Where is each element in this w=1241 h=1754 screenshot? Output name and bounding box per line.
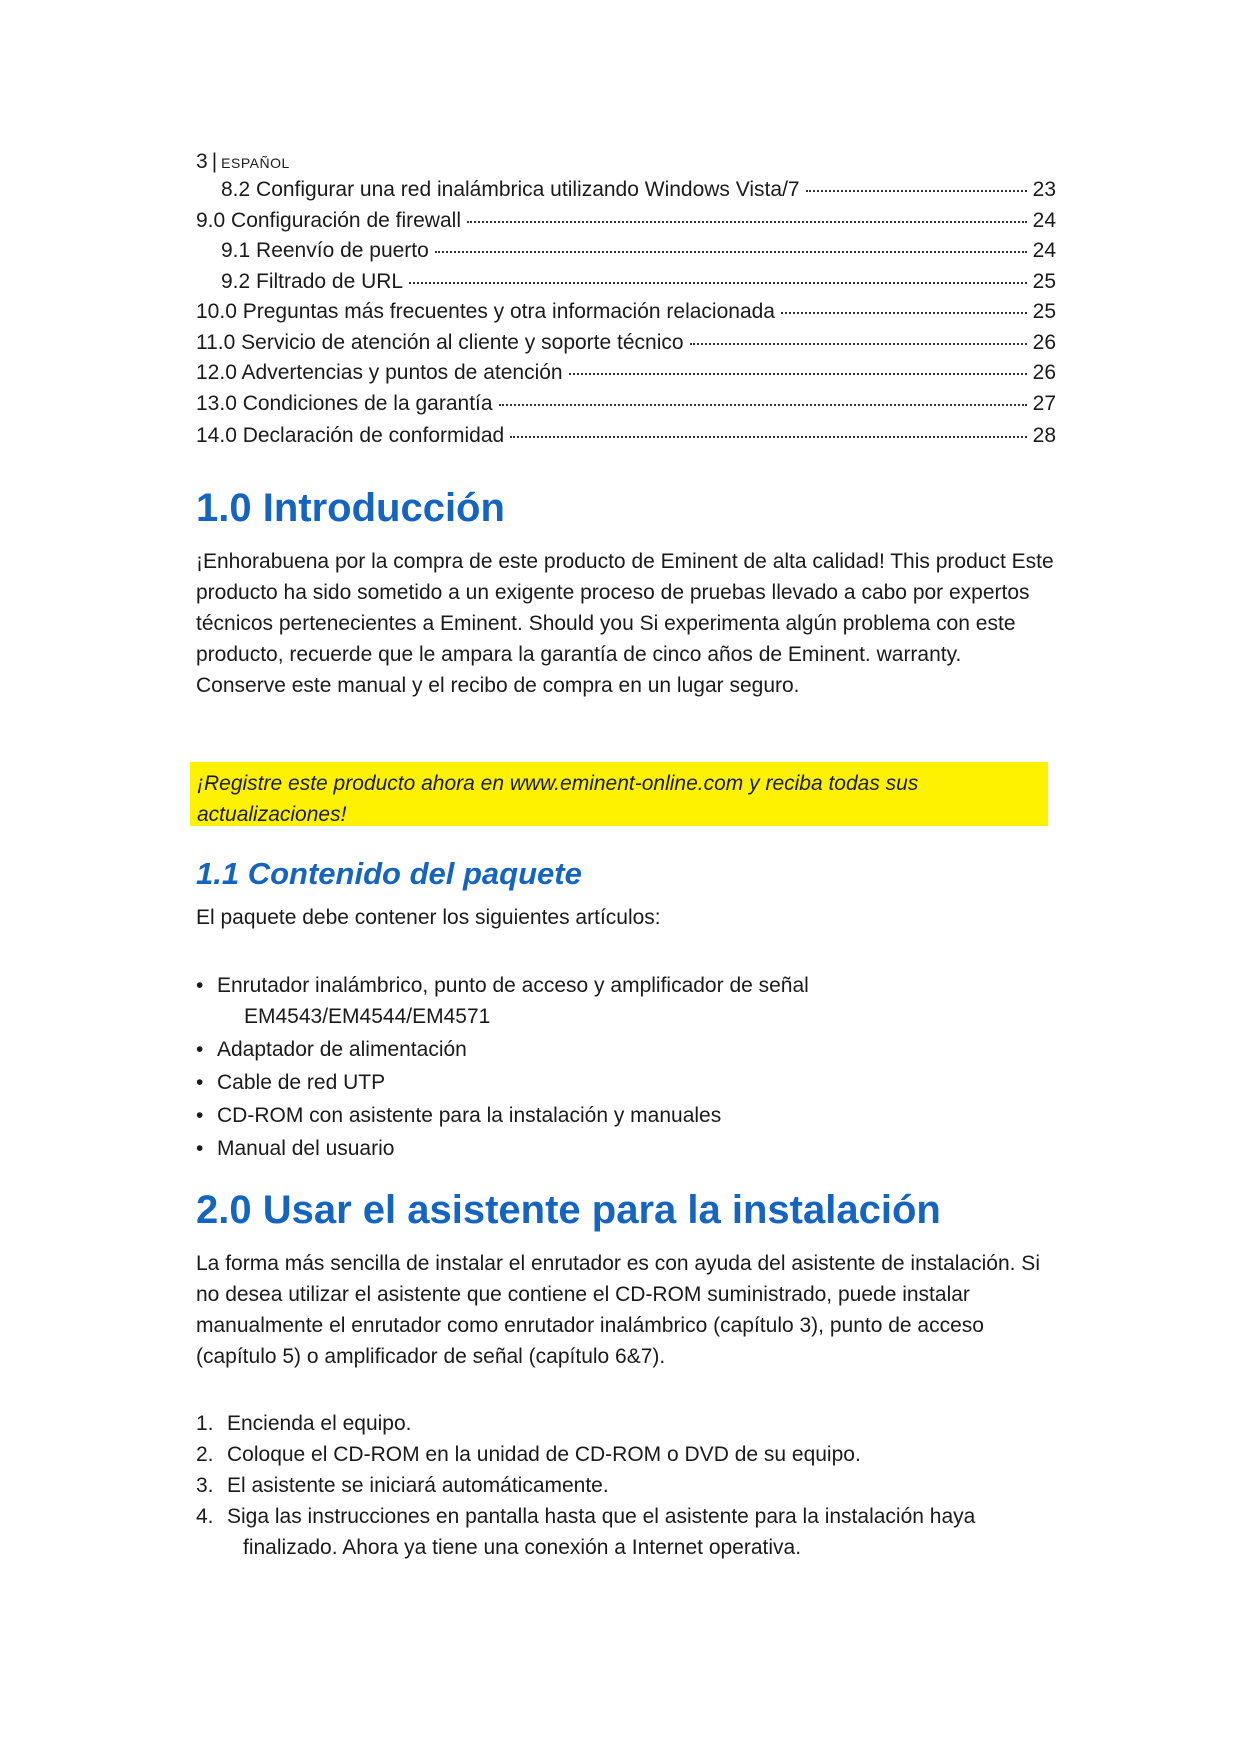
list-item-text: Cable de red UTP bbox=[217, 1071, 386, 1094]
step-text: El asistente se iniciará automáticamente. bbox=[227, 1474, 609, 1497]
step-number: 2. bbox=[196, 1443, 214, 1466]
wizard-paragraph: La forma más sencilla de instalar el enrutador es con ayuda del asistente de instalación. Si no desea utilizar el asistente que contiene el CD-ROM suministrado, puede instalar manualmente el enrutador como enrutador inalámbrico (capítulo 3), punto de acceso (capítulo 5) o amplificador de señal (capítulo 6&7). bbox=[196, 1252, 1040, 1368]
list-item bbox=[196, 1034, 1056, 1065]
toc-title: 9.1 Reenvío de puerto bbox=[221, 239, 429, 262]
toc-title: 14.0 Declaración de conformidad bbox=[196, 424, 505, 447]
toc-page: 25 bbox=[1032, 300, 1056, 323]
list-item-continuation: EM4543/EM4544/EM4571 bbox=[244, 1005, 491, 1028]
toc-title: 11.0 Servicio de atención al cliente y soporte técnico bbox=[196, 330, 684, 354]
step-number: 4. bbox=[196, 1505, 214, 1528]
wizard-heading: 2.0 Usar el asistente para la instalación bbox=[196, 1188, 941, 1232]
toc-entry bbox=[196, 270, 1056, 301]
list-item bbox=[196, 1133, 1056, 1164]
step-continuation: finalizado. Ahora ya tiene una conexión a Internet operativa. bbox=[243, 1536, 802, 1559]
intro-paragraph: ¡Enhorabuena por la compra de este producto de Eminent de alta calidad! This product Este producto ha sido sometido a un exigente proceso de pruebas llevado a cabo por expertos técnicos pertenecientes a Eminent. Should you Si experimenta algún problema con este producto, recuerde que le ampara la garantía de cinco años de Eminent. warranty. Conserve este manual y el recibo de compra en un lugar seguro. bbox=[196, 550, 1054, 697]
list-item bbox=[196, 1100, 1056, 1131]
step-item bbox=[196, 1501, 1056, 1563]
wizard-steps bbox=[196, 1408, 1056, 1563]
toc-leader bbox=[690, 342, 1027, 345]
toc-entry bbox=[196, 239, 1056, 270]
toc-entry bbox=[196, 392, 1056, 423]
list-item bbox=[196, 970, 1056, 1032]
table-of-contents bbox=[196, 178, 1056, 455]
toc-page: 24 bbox=[1032, 239, 1056, 262]
step-number: 1. bbox=[196, 1412, 214, 1435]
toc-page: 26 bbox=[1032, 361, 1056, 384]
running-header bbox=[196, 150, 290, 174]
step-item bbox=[196, 1470, 1056, 1501]
intro-heading: 1.0 Introducción bbox=[196, 486, 505, 530]
toc-title: 9.2 Filtrado de URL bbox=[221, 269, 404, 293]
toc-entry bbox=[196, 300, 1056, 331]
step-text: Siga las instrucciones en pantalla hasta que el asistente para la instalación haya bbox=[227, 1505, 976, 1528]
toc-leader bbox=[806, 189, 1027, 192]
toc-leader bbox=[409, 281, 1027, 284]
toc-title: 9.0 Configuración de firewall bbox=[196, 208, 461, 232]
page-number: 3 bbox=[196, 150, 208, 173]
list-item-text: CD-ROM con asistente para la instalación y manuales bbox=[217, 1104, 722, 1127]
step-text: Coloque el CD-ROM en la unidad de CD-ROM o DVD de su equipo. bbox=[227, 1443, 861, 1466]
toc-leader bbox=[510, 435, 1026, 438]
toc-title: 8.2 Configurar una red inalámbrica utilizando Windows Vista/7 bbox=[221, 178, 800, 201]
toc-entry bbox=[196, 331, 1056, 362]
toc-title: 10.0 Preguntas más frecuentes y otra información relacionada bbox=[196, 300, 775, 323]
package-list bbox=[196, 970, 1056, 1166]
step-text: Encienda el equipo. bbox=[227, 1412, 412, 1435]
header-separator: | bbox=[211, 150, 218, 173]
list-item bbox=[196, 1067, 1056, 1098]
toc-title: 13.0 Condiciones de la garantía bbox=[196, 391, 493, 415]
toc-title: 12.0 Advertencias y puntos de atención bbox=[196, 361, 563, 384]
list-item-text: Enrutador inalámbrico, punto de acceso y amplificador de señal bbox=[217, 974, 809, 997]
toc-entry bbox=[196, 424, 1056, 455]
step-item bbox=[196, 1408, 1056, 1439]
toc-leader bbox=[569, 372, 1027, 375]
toc-leader bbox=[499, 403, 1027, 406]
package-lead: El paquete debe contener los siguientes artículos: bbox=[196, 906, 661, 929]
package-heading: 1.1 Contenido del paquete bbox=[196, 856, 582, 891]
toc-entry bbox=[196, 209, 1056, 240]
toc-page: 27 bbox=[1032, 391, 1056, 415]
language-label: ESPAÑOL bbox=[221, 155, 290, 171]
step-number: 3. bbox=[196, 1474, 214, 1497]
step-item bbox=[196, 1439, 1056, 1470]
toc-leader bbox=[435, 250, 1027, 253]
register-notice bbox=[190, 762, 1048, 826]
toc-page: 25 bbox=[1032, 269, 1056, 293]
toc-page: 28 bbox=[1032, 424, 1056, 447]
list-item-text: Adaptador de alimentación bbox=[217, 1038, 467, 1061]
list-item-text: Manual del usuario bbox=[217, 1137, 395, 1160]
toc-page: 23 bbox=[1032, 178, 1056, 201]
toc-page: 24 bbox=[1032, 208, 1056, 232]
register-notice-text: ¡Registre este producto ahora en www.eminent-online.com y reciba todas sus actualizaciones! bbox=[197, 772, 919, 826]
toc-leader bbox=[781, 311, 1027, 314]
toc-page: 26 bbox=[1032, 330, 1056, 354]
toc-entry bbox=[196, 361, 1056, 392]
toc-leader bbox=[467, 220, 1027, 223]
toc-entry bbox=[196, 178, 1056, 209]
